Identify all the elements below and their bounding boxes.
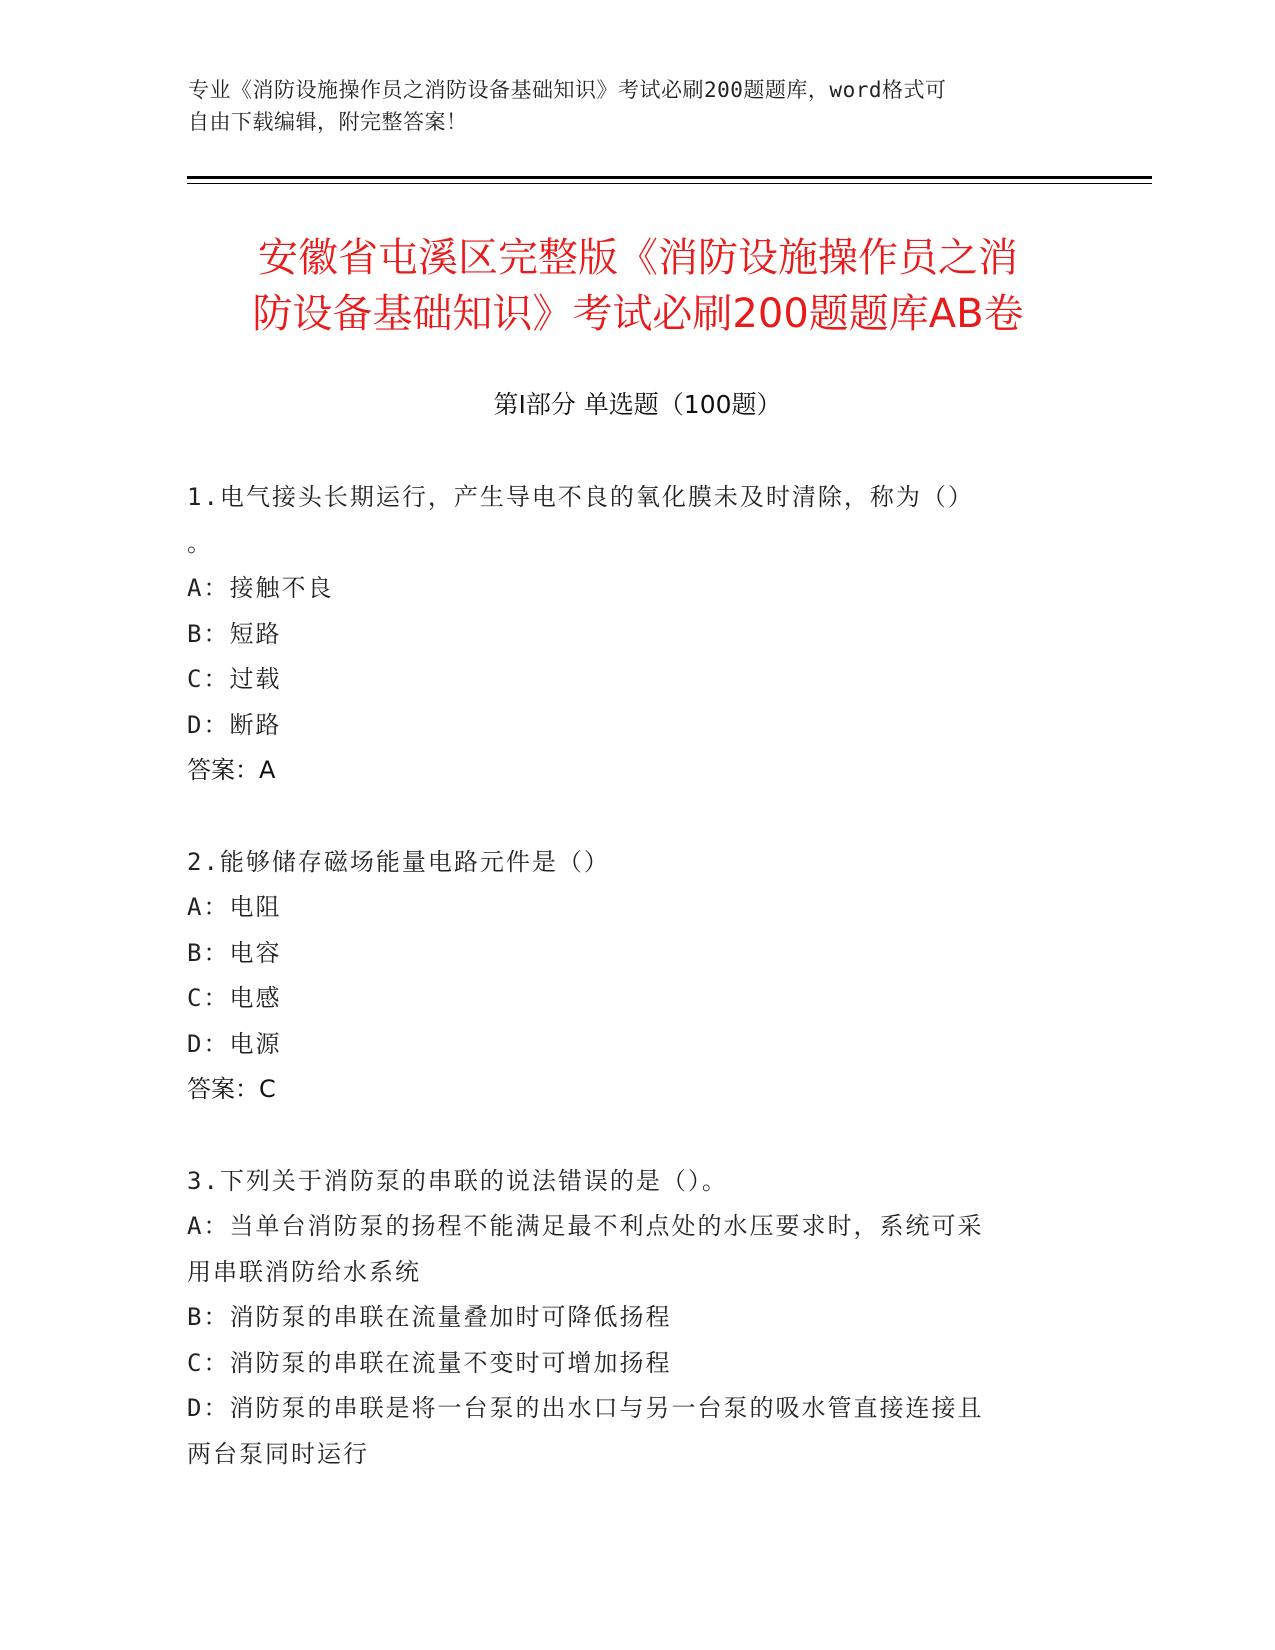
option-c: C：消防泵的串联在流量不变时可增加扬程: [187, 1348, 672, 1377]
header-note-line: 专业《消防设施操作员之消防设备基础知识》考试必刷200题题库，word格式可: [188, 78, 947, 102]
option-d-continued: 两台泵同时运行: [187, 1439, 369, 1468]
header-rule-thin: [187, 183, 1152, 184]
answer-text: 答案：A: [187, 756, 276, 784]
header-note: [188, 74, 1068, 138]
option-b: B：电容: [187, 938, 282, 967]
question-item: [187, 1159, 1067, 1478]
option-b: B：短路: [187, 619, 282, 648]
answer-text: 答案：C: [187, 1075, 276, 1103]
option-d: D：电源: [187, 1029, 282, 1058]
section-heading: 第Ⅰ部分 单选题（100题）: [493, 390, 782, 419]
option-d: D：断路: [187, 710, 282, 739]
question-list: [187, 475, 1067, 1523]
title-line: 安徽省屯溪区完整版《消防设施操作员之消: [258, 235, 1018, 281]
header-note-line: 自由下载编辑，附完整答案！: [188, 110, 468, 134]
header-rule-thick: [187, 176, 1152, 179]
option-d: D：消防泵的串联是将一台泵的出水口与另一台泵的吸水管直接连接且: [187, 1394, 984, 1422]
option-c: C：过载: [187, 665, 282, 693]
question-stem: 1.电气接头长期运行，产生导电不良的氧化膜未及时清除，称为（）: [187, 483, 974, 511]
option-a-continued: 用串联消防给水系统: [187, 1257, 421, 1286]
document-title: [178, 230, 1098, 342]
title-line: 防设备基础知识》考试必刷200题题库AB卷: [252, 291, 1024, 337]
question-stem: 2.能够储存磁场能量电路元件是（）: [187, 847, 610, 876]
question-stem: 3.下列关于消防泵的串联的说法错误的是（）。: [187, 1166, 728, 1195]
option-b: B：消防泵的串联在流量叠加时可降低扬程: [187, 1303, 672, 1331]
option-a: A：当单台消防泵的扬程不能满足最不利点处的水压要求时，系统可采: [187, 1212, 984, 1240]
option-c: C：电感: [187, 984, 282, 1012]
question-item: [187, 840, 1067, 1113]
question-item: [187, 475, 1067, 794]
question-stem: 。: [187, 528, 213, 557]
option-a: A：电阻: [187, 893, 282, 921]
option-a: A：接触不良: [187, 574, 334, 602]
